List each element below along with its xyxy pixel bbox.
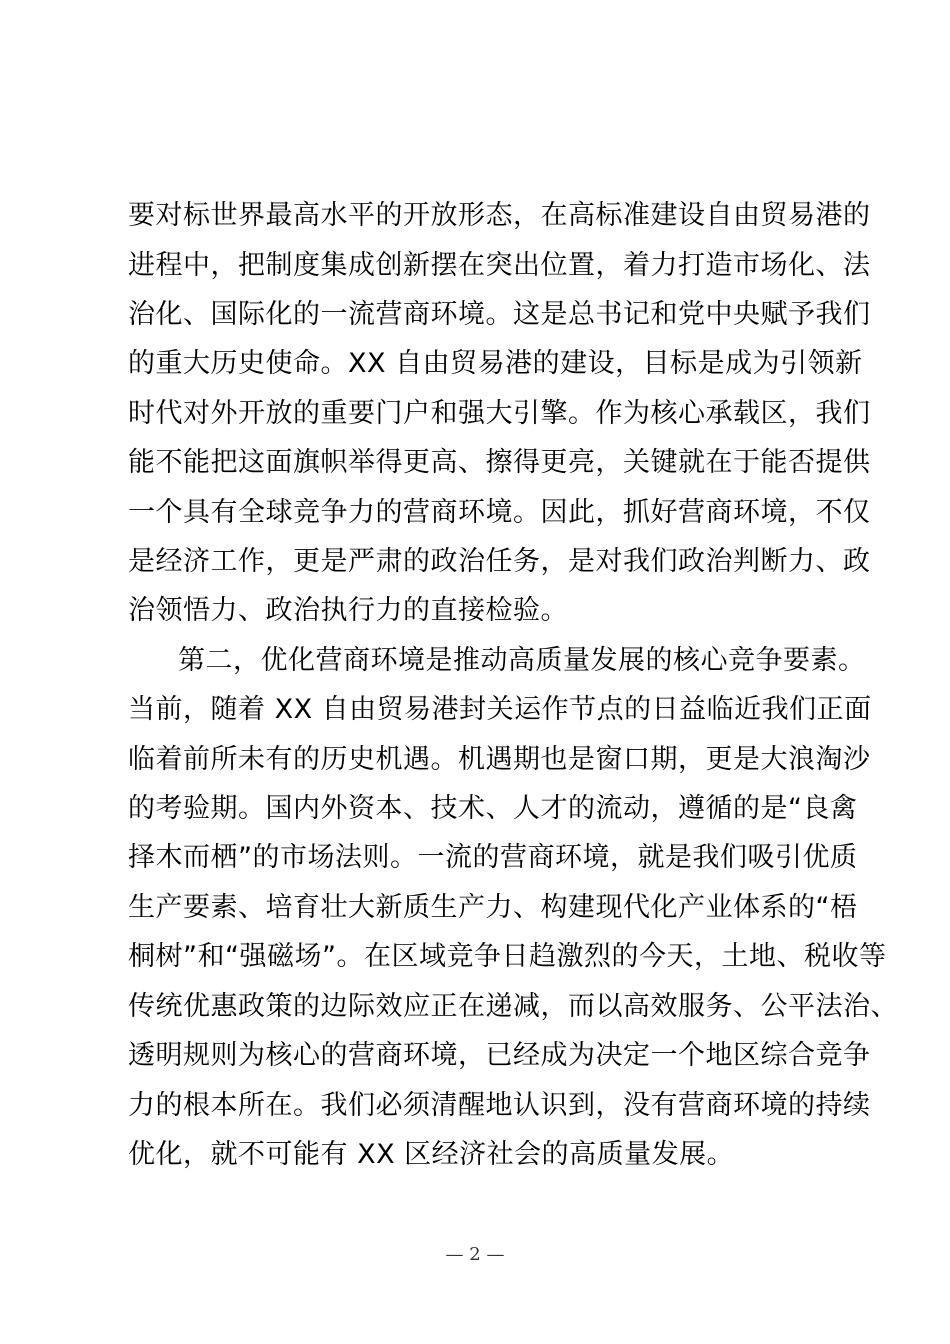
paragraph-line: 治领悟力、政治执行力的直接检验。 bbox=[128, 595, 568, 626]
paragraph-line: 治化、国际化的一流营商环境。这是总书记和党中央赋予我们 bbox=[128, 299, 871, 330]
paragraph-line: 是经济工作，更是严肃的政治任务，是对我们政治判断力、政 bbox=[128, 546, 871, 577]
paragraph-line: 桐树”和“强磁场”。在区域竞争日趋激烈的今天，土地、税收等 bbox=[128, 941, 887, 972]
paragraph-line: 要对标世界最高水平的开放形态，在高标准建设自由贸易港的 bbox=[128, 200, 871, 231]
paragraph-line: 第二，优化营商环境是推动高质量发展的核心竞争要素。 bbox=[178, 645, 866, 676]
paragraph-line: 力的根本所在。我们必须清醒地认识到，没有营商环境的持续 bbox=[128, 1090, 871, 1121]
paragraph-line: 择木而栖”的市场法则。一流的营商环境，就是我们吸引优质 bbox=[128, 842, 858, 873]
paragraph-line: 当前，随着 XX 自由贸易港封关运作节点的日益临近我们正面 bbox=[128, 694, 872, 725]
paragraph-line: 临着前所未有的历史机遇。机遇期也是窗口期，更是大浪淘沙 bbox=[128, 744, 871, 775]
page-number: — 2 — bbox=[445, 1244, 505, 1265]
paragraph-line: 的考验期。国内外资本、技术、人才的流动，遵循的是“良禽 bbox=[128, 793, 858, 824]
paragraph-line: 生产要素、培育壮大新质生产力、构建现代化产业体系的“梧 bbox=[128, 892, 858, 923]
paragraph-line: 优化，就不可能有 XX 区经济社会的高质量发展。 bbox=[128, 1139, 735, 1170]
paragraph-line: 能不能把这面旗帜举得更高、擦得更亮，关键就在于能否提供 bbox=[128, 447, 871, 478]
paragraph-line: 时代对外开放的重要门户和强大引擎。作为核心承载区，我们 bbox=[128, 398, 871, 429]
paragraph-line: 的重大历史使命。XX 自由贸易港的建设，目标是成为引领新 bbox=[128, 348, 863, 379]
paragraph-line: 一个具有全球竞争力的营商环境。因此，抓好营商环境，不仅 bbox=[128, 497, 871, 528]
paragraph-line: 透明规则为核心的营商环境，已经成为决定一个地区综合竞争 bbox=[128, 1040, 871, 1071]
paragraph-line: 进程中，把制度集成创新摆在突出位置，着力打造市场化、法 bbox=[128, 250, 871, 281]
paragraph-line: 传统优惠政策的边际效应正在递减，而以高效服务、公平法治、 bbox=[128, 991, 898, 1022]
